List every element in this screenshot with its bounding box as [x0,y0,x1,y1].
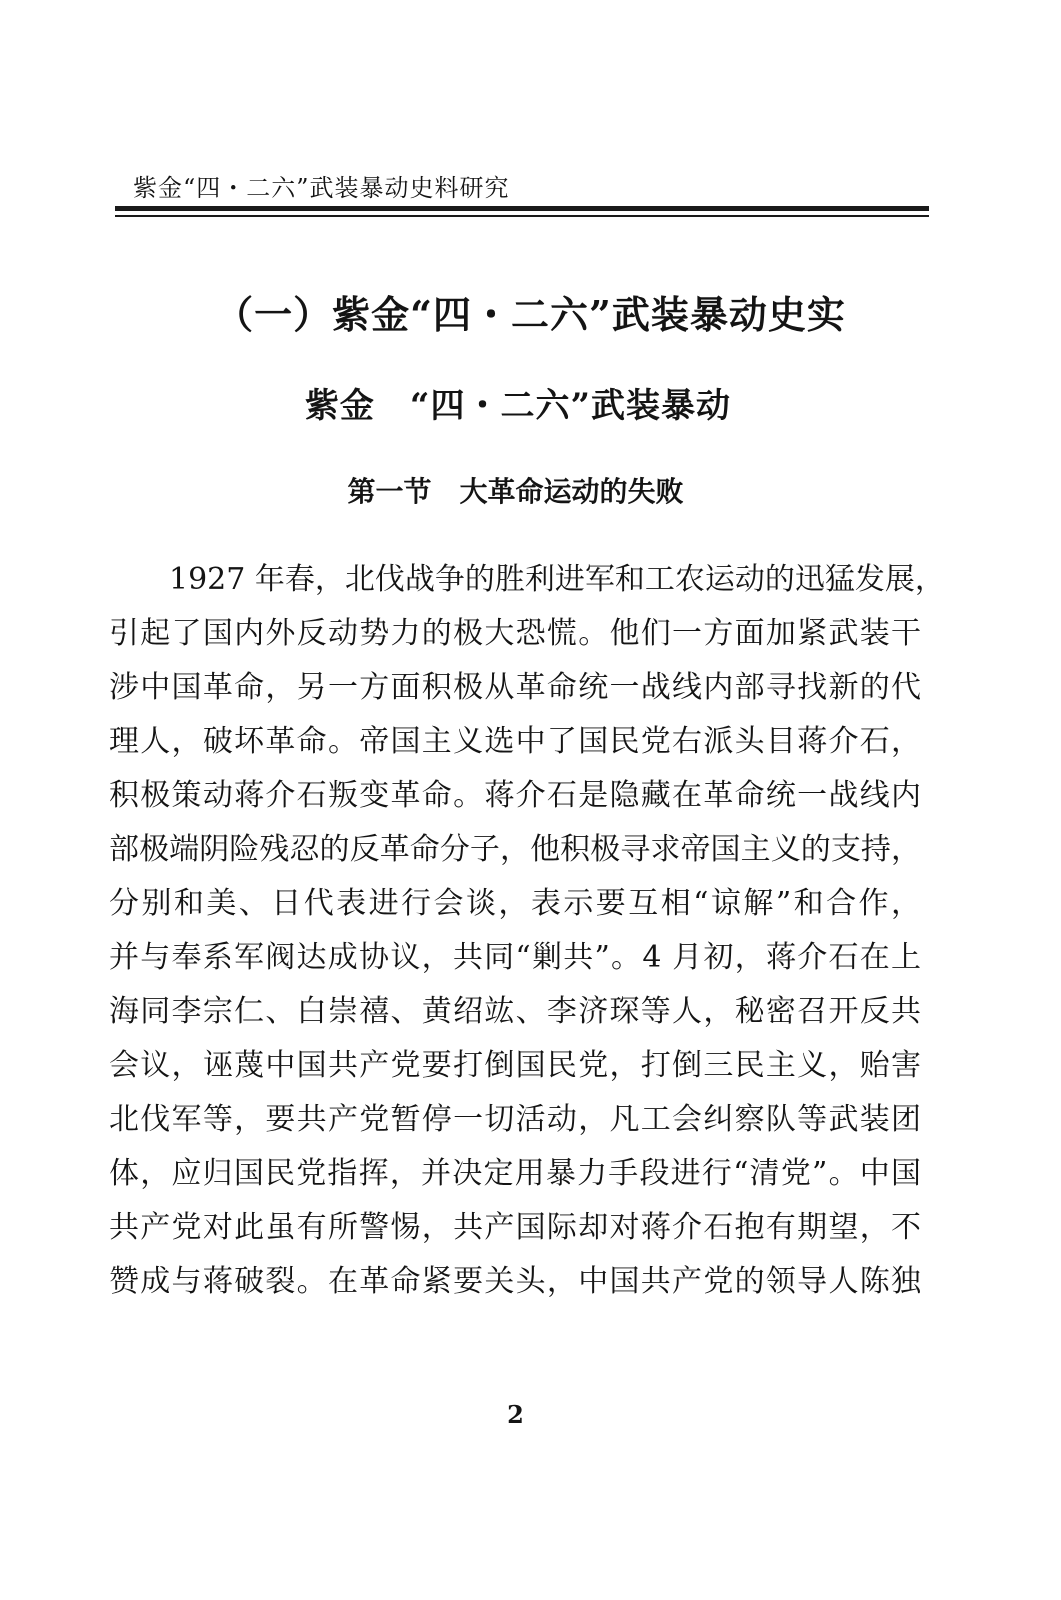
body-line: 北伐军等，要共产党暂停一切活动，凡工会纠察队等武装团 [109,1102,921,1137]
body-line: 引起了国内外反动势力的极大恐慌。他们一方面加紧武装干 [109,616,921,651]
body-line: 积极策动蒋介石叛变革命。蒋介石是隐藏在革命统一战线内 [109,778,921,813]
body-line: 并与奉系军阀达成协议，共同“剿共”。4 月初，蒋介石在上 [109,940,921,975]
body-line: 海同李宗仁、白崇禧、黄绍竑、李济琛等人，秘密召开反共 [109,994,921,1029]
running-header: 紫金“四・二六”武装暴动史料研究 [133,174,510,202]
body-line: 体，应归国民党指挥，并决定用暴力手段进行“清党”。中国 [109,1156,921,1191]
body-line: 会议，诬蔑中国共产党要打倒国民党，打倒三民主义，贻害 [109,1048,921,1083]
body-line: 部极端阴险残忍的反革命分子，他积极寻求帝国主义的支持， [109,832,921,867]
page-number: 2 [507,1400,524,1429]
chapter-title: （一）紫金“四・二六”武装暴动史实 [215,292,846,337]
header-rule-thin [115,215,929,217]
body-line: 1927 年春，北伐战争的胜利进军和工农运动的迅猛发展， [169,562,945,597]
section-title: 第一节 大革命运动的失败 [347,475,684,508]
body-line: 共产党对此虽有所警惕，共产国际却对蒋介石抱有期望，不 [109,1210,921,1245]
body-paragraph [109,553,945,1309]
body-line: 赞成与蒋破裂。在革命紧要关头，中国共产党的领导人陈独 [109,1264,921,1299]
body-line: 分别和美、日代表进行会谈，表示要互相“谅解”和合作， [109,886,921,921]
body-line: 理人，破坏革命。帝国主义选中了国民党右派头目蒋介石， [109,724,921,759]
header-rule-thick [115,206,929,211]
article-title: 紫金 “四・二六”武装暴动 [304,386,732,426]
body-line: 涉中国革命，另一方面积极从革命统一战线内部寻找新的代 [109,670,921,705]
